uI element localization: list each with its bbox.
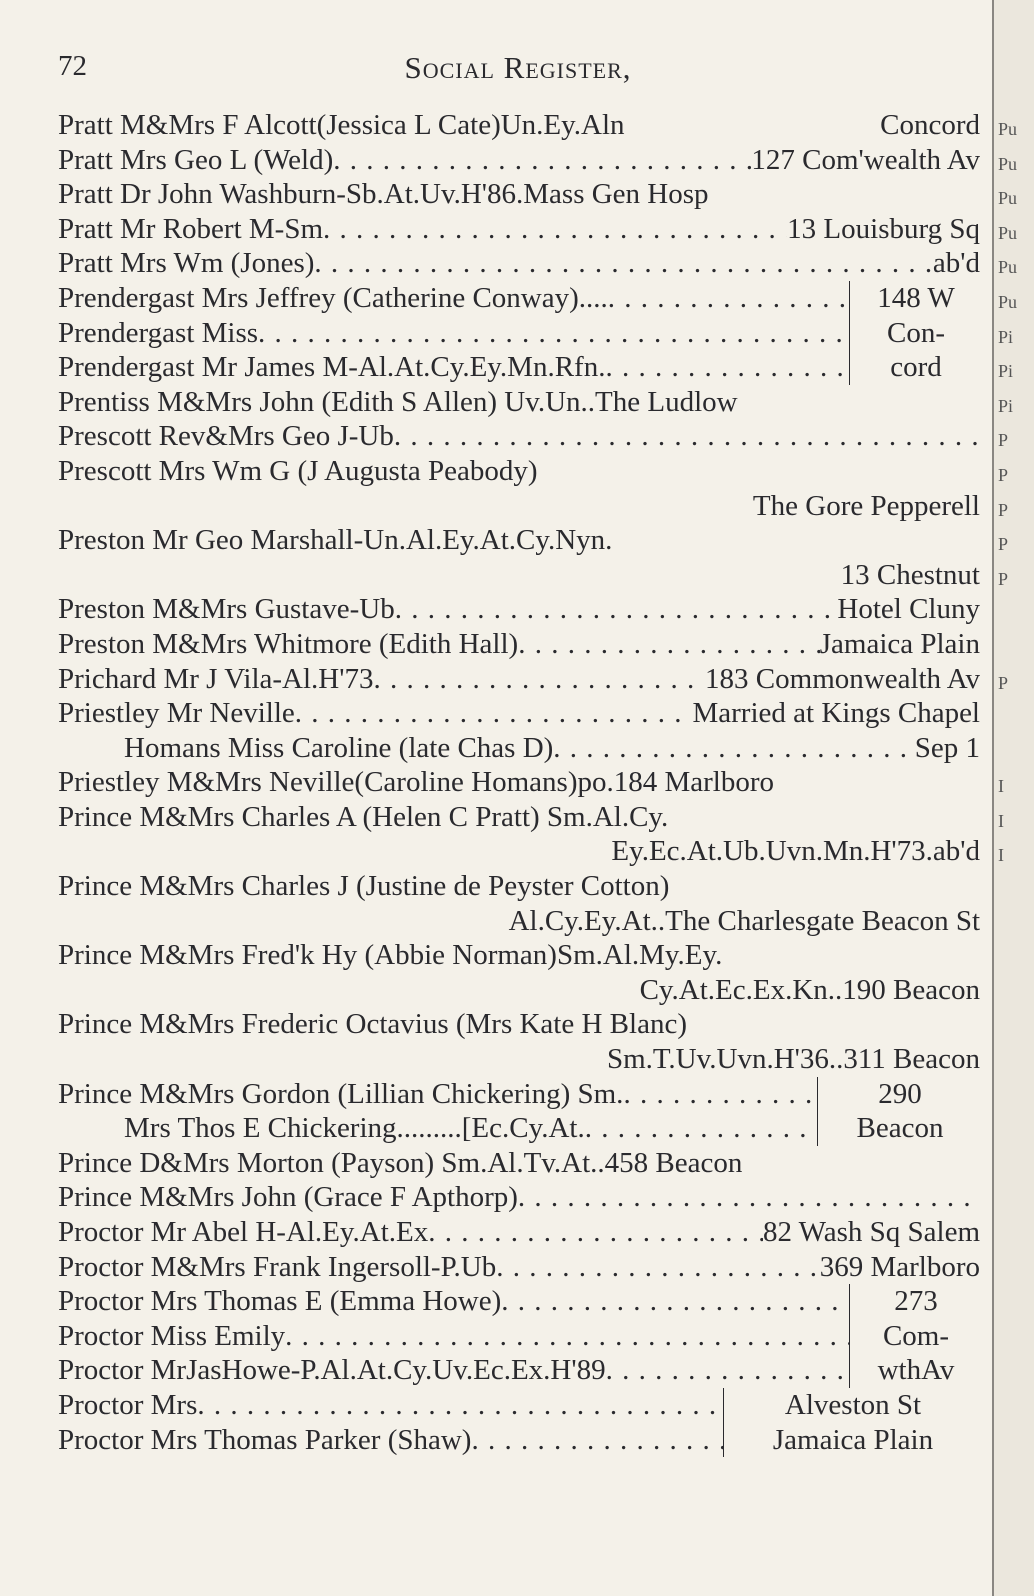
- entry-name: Pratt Mrs Geo L (Weld): [58, 143, 334, 176]
- entry-continuation: Al.Cy.Ey.At..The Charlesgate Beacon St: [508, 904, 980, 937]
- adjacent-page-letter: [998, 596, 1017, 631]
- entry-name-cell: [58, 1284, 849, 1319]
- entry-name: Prince M&Mrs John (Grace F Apthorp): [58, 1181, 518, 1214]
- entry-name: Preston M&Mrs Gustave-Ub: [58, 593, 395, 626]
- entry-name: Prescott Rev&Mrs Geo J-Ub: [58, 420, 394, 453]
- adjacent-page-letter: [998, 735, 1017, 770]
- adjacent-page-letter: P: [998, 430, 1009, 451]
- adjacent-page-letter: P: [998, 534, 1009, 555]
- entry-line: [58, 765, 980, 800]
- dot-leader: [722, 938, 980, 973]
- entry-name-cell: [58, 662, 705, 697]
- adjacent-page-letter: Pu: [998, 188, 1018, 209]
- entry-continuation: Ey.Ec.At.Ub.Uvn.Mn.H'73.ab'd: [611, 835, 980, 868]
- adjacent-page-letter: Pu: [998, 119, 1018, 139]
- entry-line: [58, 731, 980, 766]
- entry-line: [58, 1077, 980, 1112]
- dot-leader: [605, 350, 849, 385]
- entry-name-cell: [58, 938, 980, 973]
- dot-leader: [373, 662, 705, 697]
- entry-address: 13 Louisburg Sq: [787, 212, 980, 245]
- entry-shared-address: Con-: [849, 316, 980, 351]
- entry-line: [58, 1042, 980, 1077]
- entry-line: [58, 177, 980, 212]
- entry-name: Prince M&Mrs Fred'k Hy (Abbie Norman)Sm.Al.My.Ey.: [58, 939, 723, 972]
- entry-name: Prescott Mrs Wm G (J Augusta Peabody): [58, 454, 538, 487]
- entry-address: Concord: [880, 109, 980, 141]
- entry-name: Prince M&Mrs Gordon (Lillian Chickering) Sm.: [58, 1077, 624, 1110]
- entry-name: Prendergast Mr James M-Al.At.Cy.Ey.Mn.Rfn.: [58, 351, 606, 384]
- entry-line: [58, 558, 980, 593]
- entry-name: Proctor MrJasHowe-P.Al.At.Cy.Uv.Ec.Ex.H'89: [58, 1354, 606, 1387]
- dot-leader: [709, 177, 980, 212]
- entry-shared-address: Jamaica Plain: [723, 1423, 980, 1458]
- entry-name-cell: [58, 627, 820, 662]
- dot-leader: [538, 454, 980, 489]
- entry-name-cell: [58, 731, 915, 766]
- entry-line: [58, 350, 980, 385]
- entry-shared-address: 290: [817, 1077, 980, 1112]
- entry-name: Prince D&Mrs Morton (Payson) Sm.Al.Tv.At..458 Beacon: [58, 1146, 743, 1179]
- running-title: Social Register,: [404, 50, 632, 85]
- entry-line: [58, 938, 980, 973]
- entry-shared-address: cord: [849, 350, 980, 385]
- entry-continuation: The Gore Pepperell: [752, 489, 980, 522]
- dot-leader: [774, 765, 980, 800]
- entry-line: [58, 143, 980, 178]
- entry-line: [58, 212, 980, 247]
- entry-name: Prince M&Mrs Charles A (Helen C Pratt) Sm.Al.Cy.: [58, 800, 669, 833]
- entry-line: [58, 1007, 980, 1042]
- entry-line: [58, 108, 980, 143]
- entry-name: Prendergast Mrs Jeffrey (Catherine Conway)....: [58, 281, 608, 314]
- dot-leader: [471, 1423, 723, 1458]
- entry-name-cell: [58, 1250, 820, 1285]
- dot-leader: [428, 1215, 763, 1250]
- entry-name: Proctor M&Mrs Frank Ingersoll-P.Ub: [58, 1250, 497, 1283]
- entry-line: [58, 385, 980, 420]
- entry-name-cell: [58, 1388, 723, 1423]
- adjacent-page-letter: [998, 1081, 1017, 1116]
- entry-name-cell: [58, 1353, 849, 1388]
- entry-name: Priestley Mr Neville: [58, 697, 295, 730]
- adjacent-page-letter: Pu: [998, 222, 1018, 243]
- page-number: 72: [58, 50, 87, 82]
- adjacent-page-letter: [998, 873, 1017, 908]
- dot-leader: [668, 800, 980, 835]
- dot-leader: [295, 696, 693, 731]
- adjacent-page-letter: P: [998, 568, 1009, 589]
- entry-name: Prince M&Mrs Frederic Octavius (Mrs Kate H Blanc): [58, 1008, 687, 1041]
- entry-continuation: 13 Chestnut: [840, 558, 980, 591]
- entry-address: Sep 1: [914, 731, 980, 764]
- dot-leader: [742, 1146, 980, 1181]
- entry-name: Pratt M&Mrs F Alcott(Jessica L Cate)Un.Ey.Aln: [58, 109, 625, 141]
- entry-line: [58, 834, 980, 869]
- dot-leader: [585, 1111, 817, 1146]
- entry-line: [58, 523, 980, 558]
- entry-name: Pratt Dr John Washburn-Sb.At.Uv.H'86.Mass Gen Hosp: [58, 178, 709, 211]
- adjacent-page-letter: I: [998, 776, 1004, 797]
- adjacent-page-letter: [998, 977, 1017, 1012]
- adjacent-page-letter: [998, 700, 1017, 735]
- entry-line: [58, 281, 980, 316]
- entry-name-cell: [58, 316, 849, 351]
- entry-shared-address: wthAv: [849, 1353, 980, 1388]
- page-header: [58, 50, 978, 94]
- dot-leader: [669, 869, 980, 904]
- entry-name-cell: [58, 212, 787, 247]
- adjacent-page-letter: P: [998, 464, 1009, 485]
- dot-leader: [623, 1077, 817, 1112]
- entry-name-cell: [58, 1319, 849, 1354]
- entry-line: [58, 696, 980, 731]
- dot-leader: [395, 592, 838, 627]
- entry-name-cell: [58, 1007, 980, 1042]
- entry-line: [58, 1284, 980, 1319]
- adjacent-page-letter: Pu: [998, 153, 1018, 174]
- entry-address: 369 Marlboro: [819, 1250, 980, 1283]
- register-entries: [58, 108, 980, 1457]
- entry-name-cell: [58, 1215, 763, 1250]
- entry-line: [58, 489, 980, 524]
- entry-name-cell: [58, 765, 980, 800]
- entry-name-cell: [58, 1111, 817, 1146]
- adjacent-page-letter: [998, 1184, 1017, 1219]
- dot-leader: [501, 1284, 849, 1319]
- entry-line: [58, 1388, 980, 1423]
- entry-address: 183 Commonwealth Av: [705, 662, 980, 695]
- dot-leader: [518, 1180, 980, 1215]
- entry-line: [58, 973, 980, 1008]
- entry-line: [58, 800, 980, 835]
- entry-line: [58, 316, 980, 351]
- entry-address: 82 Wash Sq Salem: [762, 1216, 980, 1248]
- entry-name: Pratt Mr Robert M-Sm: [58, 212, 324, 245]
- adjacent-page-letter: [998, 1115, 1017, 1150]
- entry-line: [58, 1353, 980, 1388]
- entry-name: Proctor Mrs Thomas E (Emma Howe): [58, 1285, 502, 1318]
- dot-leader: [258, 316, 849, 351]
- entry-name-cell: [58, 1077, 817, 1112]
- adjacent-page-letter: [998, 1046, 1017, 1081]
- adjacent-page-letters: [998, 112, 1017, 1254]
- dot-leader: [518, 627, 820, 662]
- dot-leader: [333, 143, 751, 178]
- entry-shared-address: Beacon: [817, 1111, 980, 1146]
- entry-name: Priestley M&Mrs Neville(Caroline Homans)po.184 Marlboro: [58, 766, 775, 799]
- entry-line: [58, 1319, 980, 1354]
- entry-name-cell: [58, 108, 880, 143]
- entry-name-cell: [58, 350, 849, 385]
- entry-name: Proctor Mrs Thomas Parker (Shaw): [58, 1423, 472, 1456]
- entry-name-cell: [58, 592, 837, 627]
- dot-leader: [496, 1250, 820, 1285]
- entry-name: Prentiss M&Mrs John (Edith S Allen) Uv.Un..The Ludlow: [58, 385, 738, 418]
- entry-name: Proctor Miss Emily: [58, 1319, 286, 1352]
- entry-line: [58, 904, 980, 939]
- adjacent-page-letter: [998, 1150, 1017, 1185]
- entry-address: 127 Com'wealth Av: [751, 143, 980, 176]
- entry-name: Preston M&Mrs Whitmore (Edith Hall): [58, 627, 519, 660]
- entry-line: [58, 1250, 980, 1285]
- entry-name-cell: [58, 419, 980, 454]
- dot-leader: [553, 731, 914, 766]
- entry-name: Mrs Thos E Chickering.........[Ec.Cy.At.: [124, 1112, 585, 1145]
- adjacent-page-letter: Pu: [998, 257, 1018, 278]
- adjacent-page-letter: [998, 942, 1017, 977]
- entry-line: [58, 662, 980, 697]
- entry-name: Pratt Mrs Wm (Jones): [58, 247, 315, 280]
- dot-leader: [606, 1353, 849, 1388]
- adjacent-page-letter: Pi: [998, 361, 1014, 382]
- entry-name: Proctor Mrs: [58, 1388, 198, 1421]
- entry-name-cell: [58, 177, 980, 212]
- entry-address: Married at Kings Chapel: [692, 697, 980, 730]
- entry-name-cell: [58, 523, 980, 558]
- entry-continuation: Cy.At.Ec.Ex.Kn..190 Beacon: [639, 973, 980, 1006]
- adjacent-page-letter: [998, 908, 1017, 943]
- adjacent-page-letter: [998, 631, 1017, 666]
- entry-line: [58, 419, 980, 454]
- dot-leader: [323, 212, 787, 247]
- adjacent-page-letter: [998, 1011, 1017, 1046]
- entry-name: Proctor Mr Abel H-Al.Ey.At.Ex: [58, 1216, 429, 1248]
- dot-leader: [197, 1388, 723, 1423]
- adjacent-page-letter: I: [998, 845, 1004, 866]
- adjacent-page-letter: I: [998, 810, 1004, 831]
- entry-address: ab'd: [932, 247, 980, 280]
- entry-address: Jamaica Plain: [819, 627, 980, 660]
- entry-line: [58, 1111, 980, 1146]
- entry-shared-address: Alveston St: [723, 1388, 980, 1423]
- entry-line: [58, 246, 980, 281]
- entry-line: [58, 869, 980, 904]
- entry-shared-address: 273: [849, 1284, 980, 1319]
- entry-line: [58, 1215, 980, 1250]
- entry-line: [58, 1146, 980, 1181]
- entry-name: Prendergast Miss: [58, 316, 259, 349]
- dot-leader: [625, 108, 881, 143]
- dot-leader: [285, 1319, 849, 1354]
- entry-line: [58, 627, 980, 662]
- dot-leader: [608, 281, 849, 316]
- adjacent-page-letter: P: [998, 672, 1009, 693]
- adjacent-page-letter: Pi: [998, 395, 1014, 416]
- entry-name-cell: [58, 246, 933, 281]
- entry-name: Preston Mr Geo Marshall-Un.Al.Ey.At.Cy.Nyn.: [58, 524, 613, 557]
- adjacent-page-letter: [998, 1219, 1017, 1254]
- adjacent-page-letter: Pu: [998, 291, 1018, 312]
- entry-name-cell: [58, 281, 849, 316]
- entry-line: [58, 454, 980, 489]
- dot-leader: [394, 419, 980, 454]
- entry-name-cell: [58, 454, 980, 489]
- dot-leader: [687, 1007, 980, 1042]
- entry-name-cell: [58, 1146, 980, 1181]
- entry-name-cell: [58, 1180, 980, 1215]
- entry-name-cell: [58, 696, 692, 731]
- entry-name-cell: [58, 385, 980, 420]
- entry-line: [58, 1423, 980, 1458]
- entry-name-cell: [58, 869, 980, 904]
- entry-address: Hotel Cluny: [837, 593, 980, 626]
- adjacent-page-letter: Pi: [998, 326, 1014, 347]
- entry-name: Homans Miss Caroline (late Chas D): [124, 731, 554, 764]
- dot-leader: [314, 246, 932, 281]
- adjacent-page-letter: P: [998, 499, 1009, 520]
- entry-name: Prince M&Mrs Charles J (Justine de Peyster Cotton): [58, 870, 670, 903]
- dot-leader: [738, 385, 980, 420]
- entry-line: [58, 1180, 980, 1215]
- entry-shared-address: Com-: [849, 1319, 980, 1354]
- entry-line: [58, 592, 980, 627]
- entry-name-cell: [58, 800, 980, 835]
- entry-name-cell: [58, 1423, 723, 1458]
- entry-continuation: Sm.T.Uv.Uvn.H'36..311 Beacon: [606, 1043, 980, 1076]
- entry-name-cell: [58, 143, 751, 178]
- entry-shared-address: 148 W: [849, 281, 980, 316]
- entry-name: Prichard Mr J Vila-Al.H'73: [58, 662, 374, 695]
- dot-leader: [612, 523, 980, 558]
